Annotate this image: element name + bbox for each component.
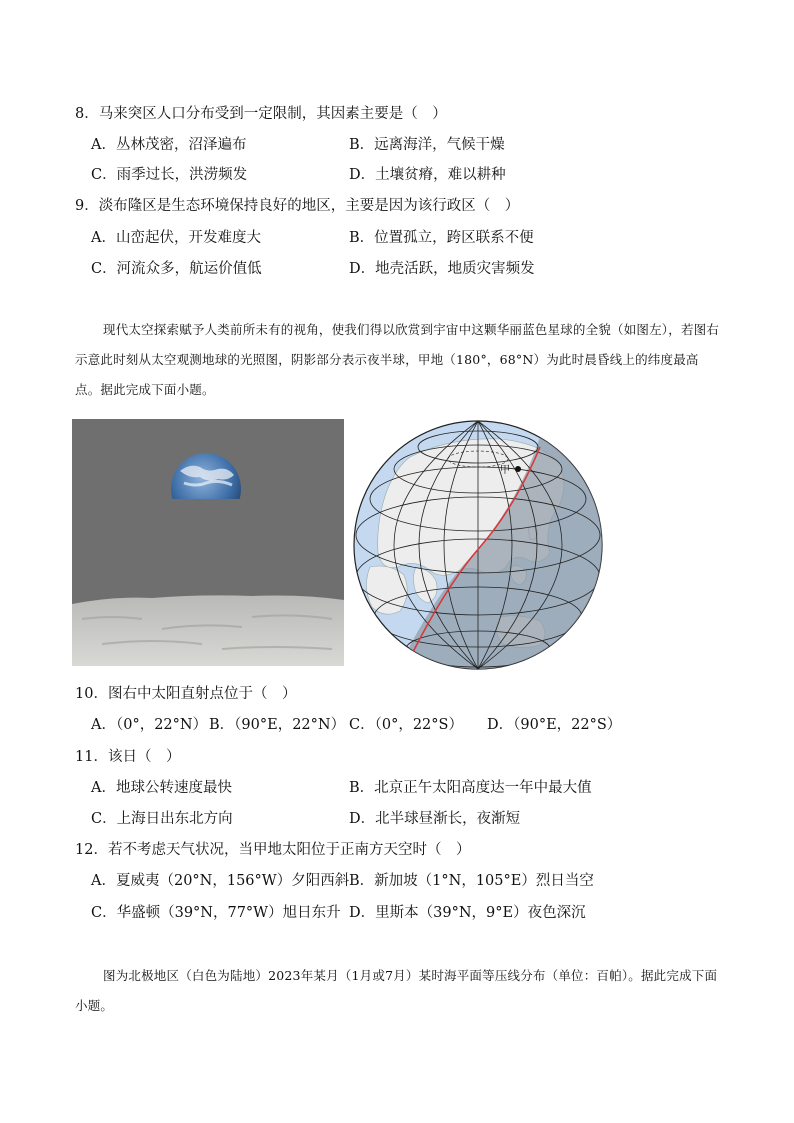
question-10-option-c: C．（0°，22°S）	[349, 717, 463, 733]
question-10-option-a: A．（0°，22°N）	[91, 717, 208, 733]
question-9-stem: 9．淡布隆区是生态环境保持良好的地区，主要是因为该行政区（ ）	[75, 198, 520, 214]
question-9-option-a: A．山峦起伏，开发难度大	[91, 230, 261, 246]
reading-passage-earth-view: 现代太空探索赋予人类前所未有的视角，使我们得以欣赏到宇宙中这颗华丽蓝色星球的全貌（如图左），若图右示意此时刻从太空观测地球的光照图，阴影部分表示夜半球，甲地（180°，68°N）为此时晨昏线上的纬度最高点。据此完成下面小题。	[75, 322, 720, 397]
question-11-option-c: C．上海日出东北方向	[91, 811, 233, 827]
question-12-option-b: B．新加坡（1°N，105°E）烈日当空	[349, 873, 594, 889]
question-12-option-d: D．里斯本（39°N，9°E）夜色深沉	[349, 905, 586, 921]
question-8-option-c: C．雨季过长，洪涝频发	[91, 167, 248, 183]
question-8-option-a: A．丛林茂密，沼泽遍布	[91, 137, 247, 153]
question-11-option-d: D．北半球昼渐长，夜渐短	[349, 811, 521, 827]
question-11-stem: 11．该日（ ）	[75, 749, 181, 765]
lunar-surface	[72, 595, 344, 666]
question-12-option-a: A．夏威夷（20°N，156°W）夕阳西斜	[91, 873, 350, 889]
question-8-stem: 8．马来突区人口分布受到一定限制，其因素主要是（ ）	[75, 106, 447, 122]
question-10-stem: 10．图右中太阳直射点位于（ ）	[75, 686, 297, 702]
question-9-option-b: B．位置孤立，跨区联系不便	[349, 230, 534, 246]
reading-passage-arctic-pressure: 图为北极地区（白色为陆地）2023年某月（1月或7月）某时海平面等压线分布（单位：百帕）。据此完成下面小题。	[75, 968, 718, 1013]
globe-svg	[350, 417, 606, 673]
point-jia-label: 甲	[500, 465, 510, 476]
globe-illumination-diagram	[350, 417, 606, 673]
question-12-option-c: C．华盛顿（39°N，77°W）旭日东升	[91, 905, 341, 921]
earthrise-illustration	[72, 419, 344, 666]
question-10-option-b: B．（90°E，22°N）	[209, 717, 346, 733]
point-jia-marker	[515, 466, 521, 472]
africa-land	[366, 566, 407, 614]
earthrise-photo	[72, 419, 344, 666]
question-8-option-b: B．远离海洋，气候干燥	[349, 137, 505, 153]
question-12-stem: 12．若不考虑天气状况，当甲地太阳位于正南方天空时（ ）	[75, 842, 471, 858]
earth-globe	[171, 453, 241, 525]
question-10-option-d: D．（90°E，22°S）	[487, 717, 622, 733]
question-11-option-a: A．地球公转速度最快	[91, 780, 232, 796]
question-8-option-d: D．土壤贫瘠，难以耕种	[349, 167, 506, 183]
question-9-option-c: C．河流众多，航运价值低	[91, 261, 262, 277]
question-11-option-b: B．北京正午太阳高度达一年中最大值	[349, 780, 592, 796]
question-9-option-d: D．地壳活跃，地质灾害频发	[349, 261, 535, 277]
